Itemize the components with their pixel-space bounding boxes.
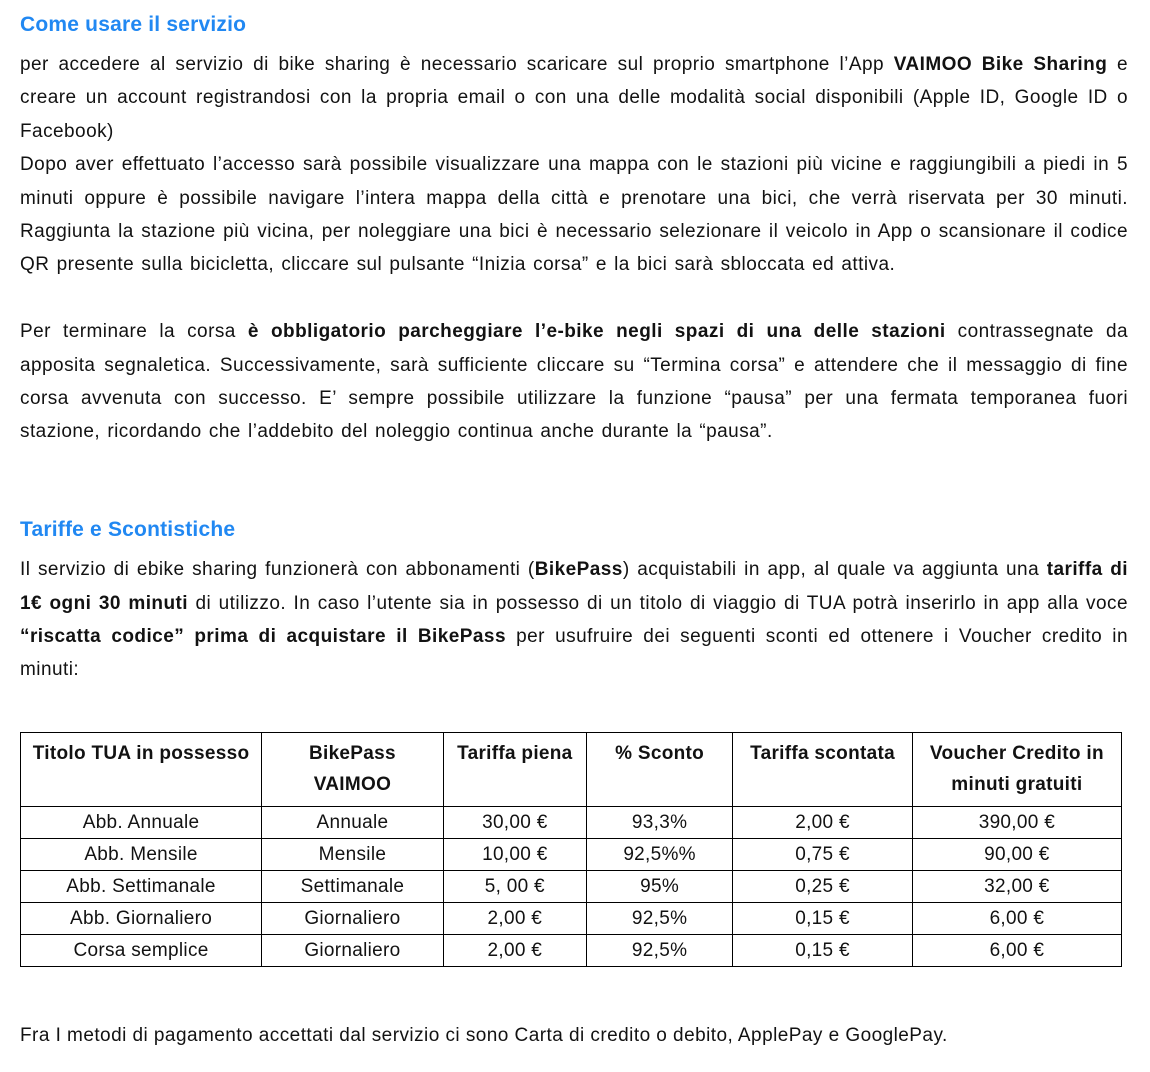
table-cell: 0,15 € — [733, 935, 912, 967]
payment-methods-note: Fra I metodi di pagamento accettati dal servizio ci sono Carta di credito o debito, ApplePay e GooglePay. — [20, 1025, 948, 1047]
table-cell: 92,5%% — [586, 839, 732, 871]
section-come-usare-il-servizio — [20, 10, 1128, 482]
table-header-row — [21, 733, 1122, 807]
table-cell: Corsa semplice — [21, 935, 262, 967]
section-heading: Tariffe e Scontistiche — [20, 518, 236, 542]
text-run: di utilizzo. In caso l’utente sia in possesso di un titolo di viaggio di TUA potrà inserirlo in app alla voce — [188, 592, 1128, 614]
table-cell: 92,5% — [586, 935, 732, 967]
table-row — [21, 935, 1122, 967]
bold-text-run: è obbligatorio parcheggiare l’e-bike negli spazi di una delle stazioni — [247, 321, 946, 343]
table-header-cell: BikePass VAIMOO — [262, 733, 444, 807]
text-run: contrassegnate da apposita segnaletica. Successivamente, sarà sufficiente cliccare su “Termina corsa” e attendere che il messaggio di fine corsa avvenuta con successo. E’ sempre possibile utilizzare la funzione “pausa” per una fermata temporanea fuori stazione, ricordando che l’addebito del noleggio continua anche durante la “pausa”. — [20, 321, 1128, 443]
paragraph — [20, 315, 1128, 482]
table-cell: 6,00 € — [912, 903, 1121, 935]
table-cell: 6,00 € — [912, 935, 1121, 967]
text-run: ) acquistabili in app, al quale va aggiunta una — [622, 559, 1047, 581]
table-cell: 5, 00 € — [443, 871, 586, 903]
tariff-table-head — [21, 733, 1122, 807]
section-paragraphs — [20, 48, 1128, 482]
table-header-cell: Voucher Credito in minuti gratuiti — [912, 733, 1121, 807]
table-row — [21, 871, 1122, 903]
bold-text-run: “riscatta codice” prima di acquistare il BikePass — [20, 626, 506, 648]
table-cell: Annuale — [262, 807, 444, 839]
text-run: e creare un account registrandosi con la propria email o con una delle modalità social disponibili (Apple ID, Google ID o Facebook) — [20, 54, 1129, 142]
table-cell: 0,15 € — [733, 903, 912, 935]
text-run: Il servizio di ebike sharing funzionerà con abbonamenti ( — [20, 559, 535, 581]
bold-text-run: BikePass — [534, 559, 623, 581]
table-header-cell: Titolo TUA in possesso — [21, 733, 262, 807]
bold-text-run: tariffa di 1€ ogni 30 minuti — [20, 559, 1128, 614]
paragraph — [20, 553, 1128, 687]
text-run: Dopo aver effettuato l’accesso sarà possibile visualizzare una mappa con le stazioni più vicine e raggiungibili a piedi in 5 minuti oppure è possibile navigare l’intera mappa della città e prenotare una bici, che verrà riservata per 30 minuti. Raggiunta la stazione più vicina, per noleggiare una bici è necessario selezionare il veicolo in App o scansionare il codice QR presente sulla bicicletta, cliccare sul pulsante “Inizia corsa” e la bici sarà sbloccata ed attiva. — [20, 154, 1128, 276]
table-cell: Giornaliero — [262, 935, 444, 967]
table-cell: 92,5% — [586, 903, 732, 935]
table-row — [21, 903, 1122, 935]
table-header-cell: Tariffa scontata — [733, 733, 912, 807]
table-cell: Mensile — [262, 839, 444, 871]
tariff-table-body — [21, 807, 1122, 967]
table-cell: 30,00 € — [443, 807, 586, 839]
table-cell: 2,00 € — [443, 903, 586, 935]
table-cell: 95% — [586, 871, 732, 903]
section-heading: Come usare il servizio — [20, 13, 247, 36]
table-cell: 390,00 € — [912, 807, 1121, 839]
section-paragraphs — [20, 553, 1128, 687]
table-cell: Abb. Giornaliero — [21, 903, 262, 935]
bold-text-run: VAIMOO Bike Sharing — [893, 54, 1108, 75]
tariff-table — [20, 732, 1122, 967]
table-cell: 32,00 € — [912, 871, 1121, 903]
table-header-cell: % Sconto — [586, 733, 732, 807]
table-cell: 90,00 € — [912, 839, 1121, 871]
table-cell: Giornaliero — [262, 903, 444, 935]
table-cell: 10,00 € — [443, 839, 586, 871]
table-cell: 93,3% — [586, 807, 732, 839]
paragraph — [20, 148, 1128, 315]
table-cell: 0,75 € — [733, 839, 912, 871]
table-row — [21, 839, 1122, 871]
table-cell: Abb. Settimanale — [21, 871, 262, 903]
table-cell: Settimanale — [262, 871, 444, 903]
table-cell: 2,00 € — [733, 807, 912, 839]
table-row — [21, 807, 1122, 839]
text-run: per accedere al servizio di bike sharing è necessario scaricare sul proprio smartphone l’App — [20, 54, 894, 75]
text-run: per usufruire dei seguenti sconti ed ottenere i Voucher credito in minuti: — [20, 626, 1128, 681]
text-run: Per terminare la corsa — [20, 321, 248, 343]
table-cell: 2,00 € — [443, 935, 586, 967]
table-header-cell: Tariffa piena — [443, 733, 586, 807]
table-cell: Abb. Mensile — [21, 839, 262, 871]
table-cell: Abb. Annuale — [21, 807, 262, 839]
section-tariffe-e-scontistiche — [20, 515, 1128, 687]
paragraph — [20, 48, 1128, 148]
table-cell: 0,25 € — [733, 871, 912, 903]
